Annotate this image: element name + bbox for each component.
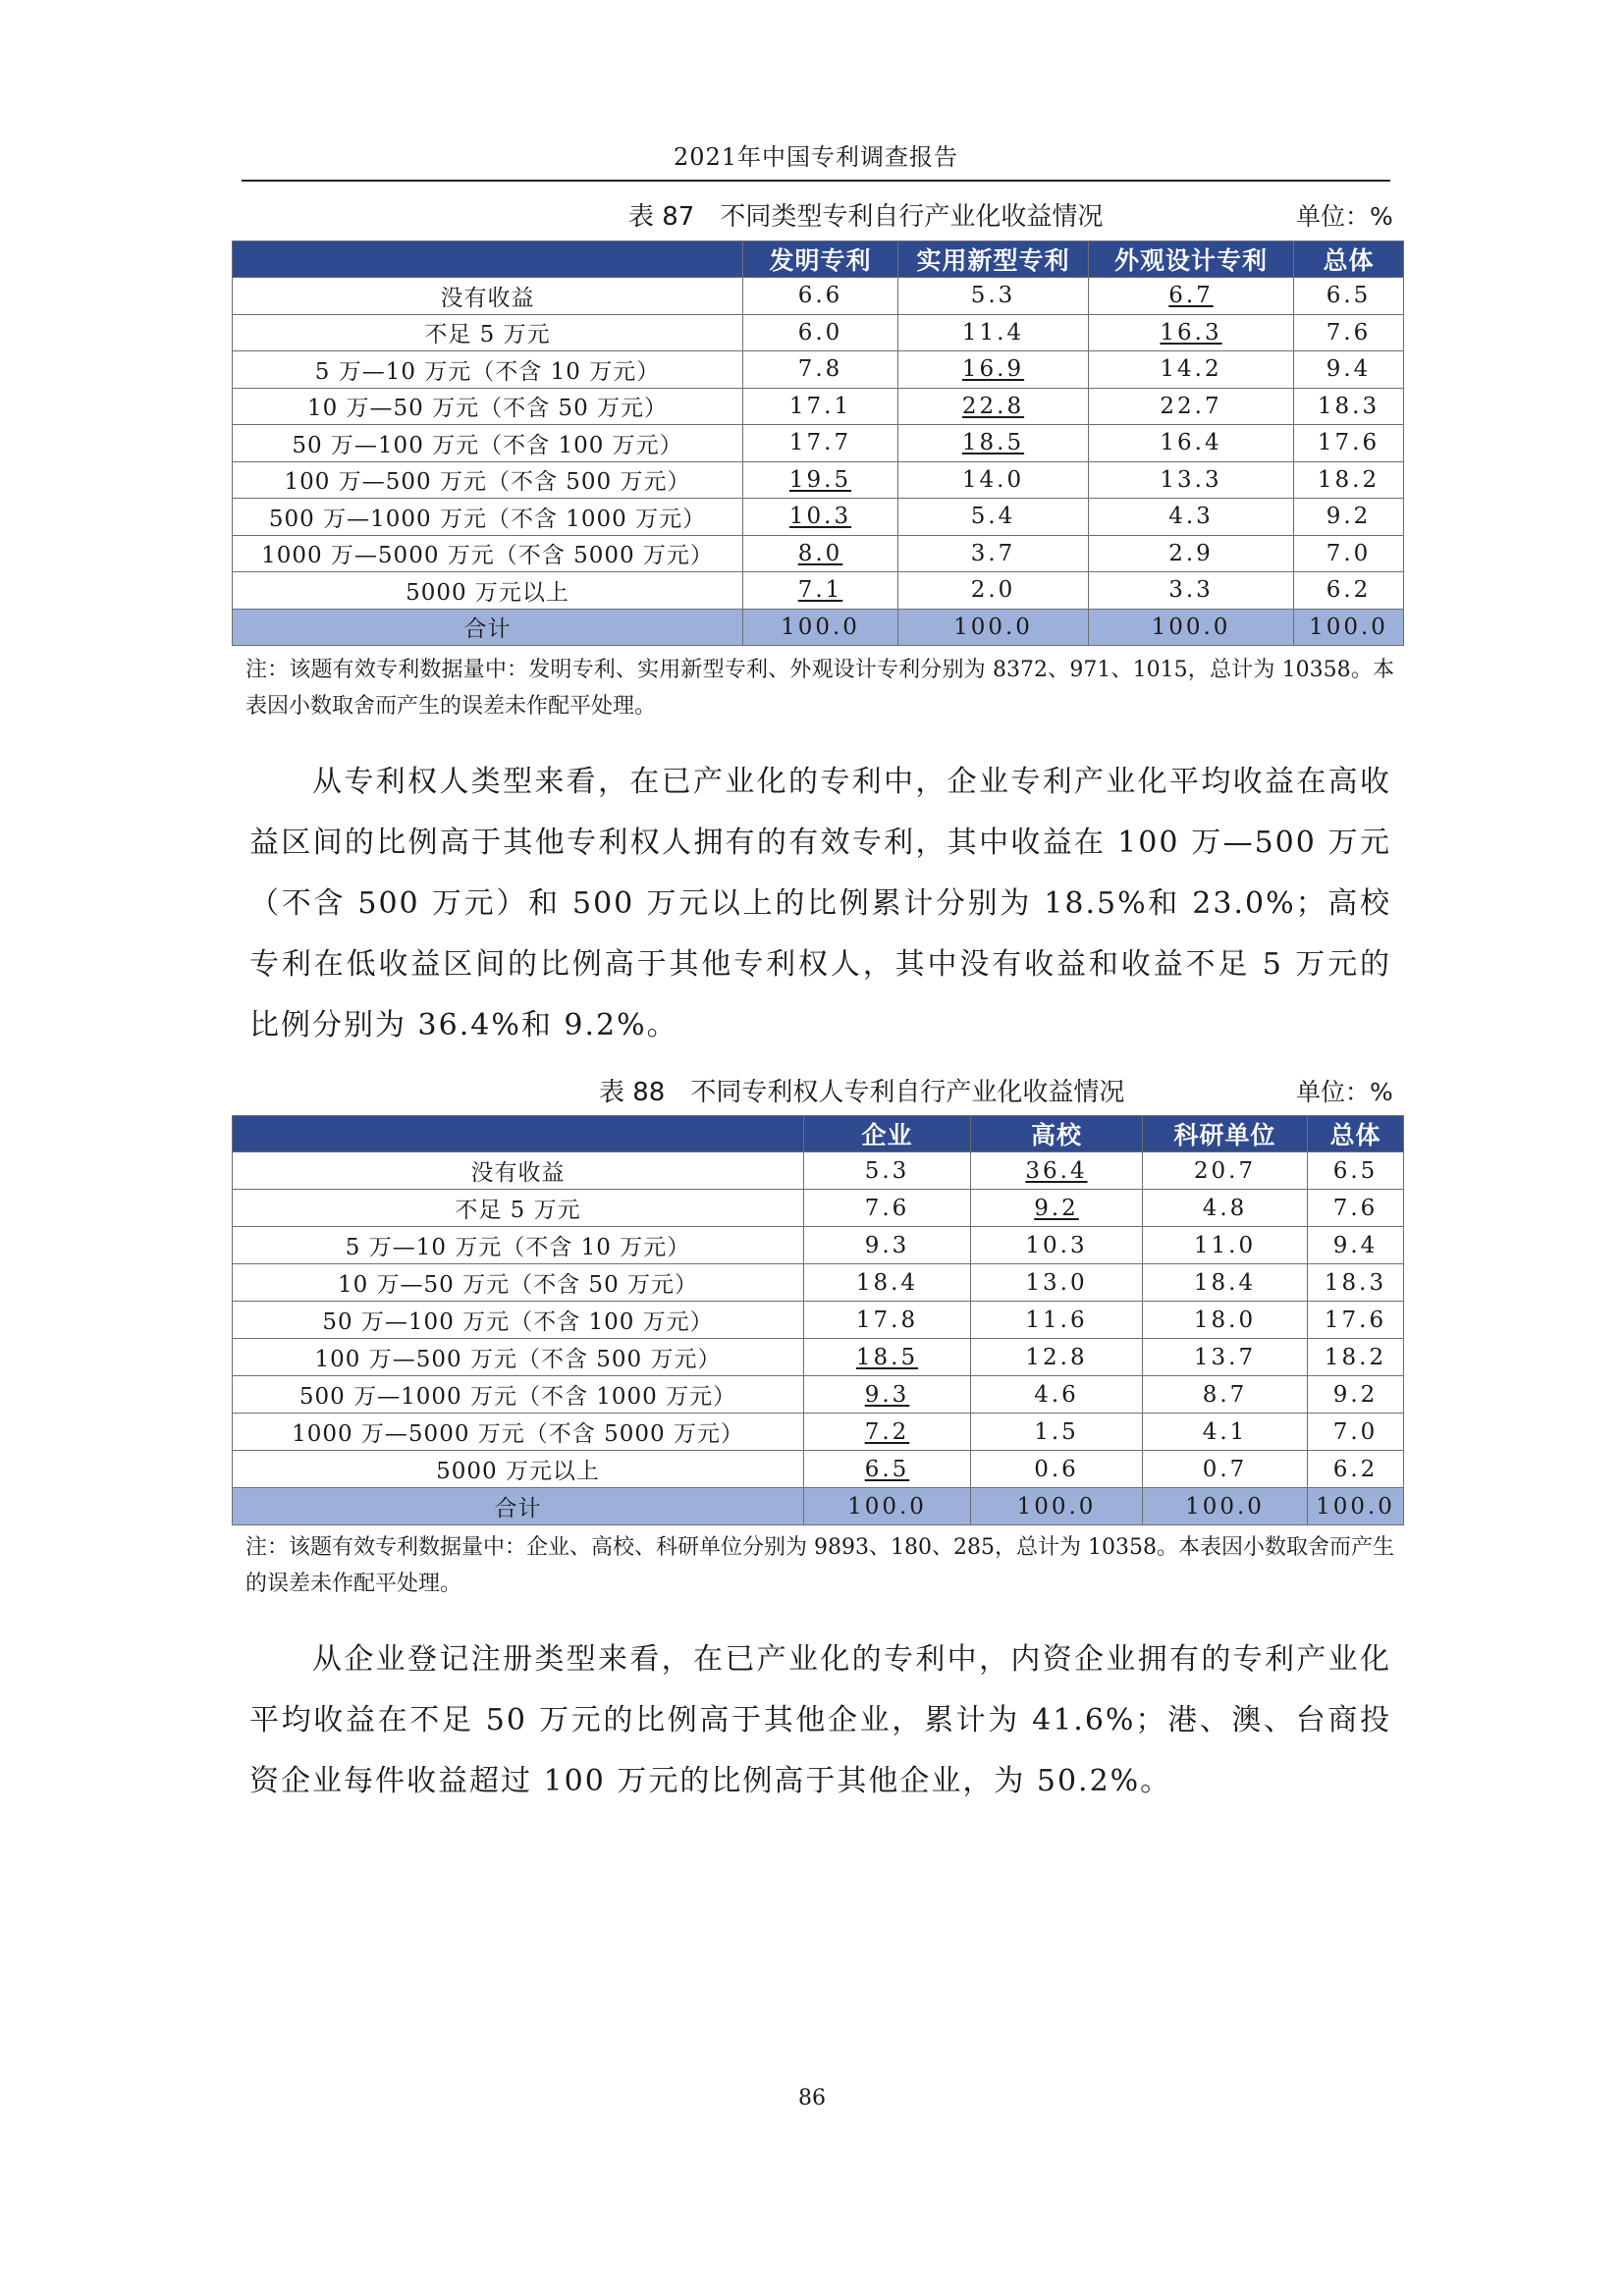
cell-value: 18.0 <box>1143 1302 1308 1339</box>
cell-value: 14.0 <box>898 461 1089 499</box>
table-row <box>233 535 1404 572</box>
cell-value: 6.5 <box>1294 278 1404 315</box>
table-row <box>233 425 1404 462</box>
cell-value: 10.3 <box>971 1227 1143 1264</box>
total-value: 100.0 <box>1308 1488 1404 1525</box>
cell-value: 7.6 <box>804 1190 971 1227</box>
cell-value: 1.5 <box>971 1414 1143 1451</box>
table87-title: 不同类型专利自行产业化收益情况 <box>720 202 1104 232</box>
cell-value: 7.0 <box>1294 535 1404 572</box>
cell-value: 17.6 <box>1308 1302 1404 1339</box>
table-row <box>233 1227 1404 1264</box>
row-label: 10 万—50 万元（不含 50 万元） <box>233 388 743 425</box>
cell-value: 18.2 <box>1308 1339 1404 1376</box>
table-row <box>233 1451 1404 1488</box>
cell-value-highlight: 9.2 <box>971 1190 1143 1227</box>
cell-value: 4.3 <box>1089 499 1294 536</box>
table87-header-row <box>233 241 1404 278</box>
cell-value: 8.7 <box>1143 1376 1308 1414</box>
row-label: 10 万—50 万元（不含 50 万元） <box>233 1264 804 1302</box>
table87-number: 表 87 <box>628 202 695 232</box>
row-label: 100 万—500 万元（不含 500 万元） <box>233 461 743 499</box>
table-row <box>233 499 1404 536</box>
total-value: 100.0 <box>898 609 1089 646</box>
table-row <box>233 1302 1404 1339</box>
cell-value-highlight: 7.1 <box>743 572 898 610</box>
cell-value: 5.3 <box>804 1152 971 1190</box>
table88-total-row <box>233 1488 1404 1525</box>
table88-col-overall: 总体 <box>1308 1116 1404 1152</box>
cell-value-highlight: 36.4 <box>971 1152 1143 1190</box>
table88-header-blank <box>233 1116 804 1152</box>
cell-value: 6.0 <box>743 314 898 351</box>
table88-header-row <box>233 1116 1404 1152</box>
cell-value: 6.2 <box>1294 572 1404 610</box>
cell-value: 3.7 <box>898 535 1089 572</box>
cell-value: 7.0 <box>1308 1414 1404 1451</box>
row-label: 50 万—100 万元（不含 100 万元） <box>233 1302 804 1339</box>
total-value: 100.0 <box>743 609 898 646</box>
cell-value: 5.4 <box>898 499 1089 536</box>
table-row <box>233 572 1404 610</box>
header-rule <box>242 180 1390 182</box>
table-row <box>233 388 1404 425</box>
cell-value: 11.4 <box>898 314 1089 351</box>
table87-note: 注：该题有效专利数据量中：发明专利、实用新型专利、外观设计专利分别为 8372、971、1015，总计为 10358。本表因小数取舍而产生的误差未作配平处理。 <box>245 658 1394 719</box>
cell-value-highlight: 6.5 <box>804 1451 971 1488</box>
table87-unit: 单位：% <box>1296 202 1393 231</box>
total-value: 100.0 <box>804 1488 971 1525</box>
cell-value: 16.4 <box>1089 425 1294 462</box>
paragraph-enterprise-types: 从企业登记注册类型来看，在已产业化的专利中，内资企业拥有的专利产业化平均收益在不足 50 万元的比例高于其他企业，累计为 41.6%；港、澳、台商投资企业每件收益超过 100 万元的比例高于其他企业，为 50.2%。 <box>249 1642 1391 1798</box>
row-label: 500 万—1000 万元（不含 1000 万元） <box>233 499 743 536</box>
cell-value-highlight: 8.0 <box>743 535 898 572</box>
cell-value: 13.7 <box>1143 1339 1308 1376</box>
cell-value: 18.4 <box>1143 1264 1308 1302</box>
table87-total-row <box>233 609 1404 646</box>
row-label: 1000 万—5000 万元（不含 5000 万元） <box>233 535 743 572</box>
table87-col-design: 外观设计专利 <box>1089 241 1294 278</box>
table88-title: 不同专利权人专利自行产业化收益情况 <box>690 1078 1125 1107</box>
page-number: 86 <box>798 2086 826 2110</box>
table-row <box>233 1414 1404 1451</box>
cell-value-highlight: 18.5 <box>804 1339 971 1376</box>
cell-value: 4.8 <box>1143 1190 1308 1227</box>
cell-value: 18.4 <box>804 1264 971 1302</box>
cell-value-highlight: 6.7 <box>1089 278 1294 315</box>
cell-value: 18.3 <box>1294 388 1404 425</box>
table-row <box>233 278 1404 315</box>
table88-note: 注：该题有效专利数据量中：企业、高校、科研单位分别为 9893、180、285，总计为 10358。本表因小数取舍而产生的误差未作配平处理。 <box>245 1535 1394 1596</box>
row-label: 50 万—100 万元（不含 100 万元） <box>233 425 743 462</box>
cell-value: 11.6 <box>971 1302 1143 1339</box>
cell-value: 6.2 <box>1308 1451 1404 1488</box>
row-label: 5000 万元以上 <box>233 1451 804 1488</box>
cell-value: 2.9 <box>1089 535 1294 572</box>
cell-value: 0.7 <box>1143 1451 1308 1488</box>
cell-value: 9.4 <box>1294 351 1404 389</box>
row-label: 不足 5 万元 <box>233 314 743 351</box>
table-row <box>233 461 1404 499</box>
cell-value: 2.0 <box>898 572 1089 610</box>
cell-value: 5.3 <box>898 278 1089 315</box>
table88-caption <box>599 1073 1124 1112</box>
cell-value-highlight: 16.3 <box>1089 314 1294 351</box>
cell-value: 7.6 <box>1308 1190 1404 1227</box>
table87-header-blank <box>233 241 743 278</box>
row-label: 5000 万元以上 <box>233 572 743 610</box>
total-value: 100.0 <box>971 1488 1143 1525</box>
cell-value-highlight: 18.5 <box>898 425 1089 462</box>
total-value: 100.0 <box>1089 609 1294 646</box>
cell-value: 11.0 <box>1143 1227 1308 1264</box>
table87-col-utility: 实用新型专利 <box>898 241 1089 278</box>
table-row <box>233 351 1404 389</box>
cell-value: 0.6 <box>971 1451 1143 1488</box>
table87-caption <box>628 197 1103 237</box>
cell-value-highlight: 16.9 <box>898 351 1089 389</box>
row-label: 5 万—10 万元（不含 10 万元） <box>233 351 743 389</box>
cell-value-highlight: 19.5 <box>743 461 898 499</box>
cell-value: 9.4 <box>1308 1227 1404 1264</box>
cell-value: 9.3 <box>804 1227 971 1264</box>
cell-value: 6.5 <box>1308 1152 1404 1190</box>
cell-value: 18.3 <box>1308 1264 1404 1302</box>
cell-value: 4.1 <box>1143 1414 1308 1451</box>
row-label: 100 万—500 万元（不含 500 万元） <box>233 1339 804 1376</box>
cell-value: 7.8 <box>743 351 898 389</box>
cell-value-highlight: 22.8 <box>898 388 1089 425</box>
cell-value-highlight: 7.2 <box>804 1414 971 1451</box>
table-row <box>233 1190 1404 1227</box>
table-row <box>233 1376 1404 1414</box>
table88-number: 表 88 <box>599 1078 666 1107</box>
cell-value: 13.0 <box>971 1264 1143 1302</box>
row-label: 没有收益 <box>233 1152 804 1190</box>
cell-value: 17.1 <box>743 388 898 425</box>
cell-value: 12.8 <box>971 1339 1143 1376</box>
cell-value: 9.2 <box>1294 499 1404 536</box>
table87-col-invention: 发明专利 <box>743 241 898 278</box>
cell-value-highlight: 10.3 <box>743 499 898 536</box>
running-header: 2021年中国专利调查报告 <box>673 143 959 171</box>
cell-value: 4.6 <box>971 1376 1143 1414</box>
table-row <box>233 314 1404 351</box>
cell-value: 18.2 <box>1294 461 1404 499</box>
cell-value-highlight: 9.3 <box>804 1376 971 1414</box>
row-label: 5 万—10 万元（不含 10 万元） <box>233 1227 804 1264</box>
total-value: 100.0 <box>1143 1488 1308 1525</box>
paragraph-patentee-types: 从专利权人类型来看，在已产业化的专利中，企业专利产业化平均收益在高收益区间的比例高于其他专利权人拥有的有效专利，其中收益在 100 万—500 万元（不含 500 万元）和 500 万元以上的比例累计分别为 18.5%和 23.0%；高校专利在低收益区间的比例高于其他专利权人，其中没有收益和收益不足 5 万元的比例分别为 36.4%和 9.2%。 <box>249 765 1391 1042</box>
cell-value: 22.7 <box>1089 388 1294 425</box>
cell-value: 20.7 <box>1143 1152 1308 1190</box>
cell-value: 17.8 <box>804 1302 971 1339</box>
table-row <box>233 1339 1404 1376</box>
row-label: 不足 5 万元 <box>233 1190 804 1227</box>
table88 <box>232 1115 1404 1525</box>
table-row <box>233 1264 1404 1302</box>
table88-col-university: 高校 <box>971 1116 1143 1152</box>
total-label: 合计 <box>233 609 743 646</box>
row-label: 没有收益 <box>233 278 743 315</box>
cell-value: 3.3 <box>1089 572 1294 610</box>
total-value: 100.0 <box>1294 609 1404 646</box>
total-label: 合计 <box>233 1488 804 1525</box>
cell-value: 9.2 <box>1308 1376 1404 1414</box>
table87 <box>232 240 1404 646</box>
cell-value: 6.6 <box>743 278 898 315</box>
cell-value: 17.7 <box>743 425 898 462</box>
table88-col-enterprise: 企业 <box>804 1116 971 1152</box>
cell-value: 14.2 <box>1089 351 1294 389</box>
table-row <box>233 1152 1404 1190</box>
cell-value: 13.3 <box>1089 461 1294 499</box>
cell-value: 17.6 <box>1294 425 1404 462</box>
table88-col-research: 科研单位 <box>1143 1116 1308 1152</box>
table88-unit: 单位：% <box>1296 1078 1393 1106</box>
table87-col-overall: 总体 <box>1294 241 1404 278</box>
row-label: 1000 万—5000 万元（不含 5000 万元） <box>233 1414 804 1451</box>
cell-value: 7.6 <box>1294 314 1404 351</box>
row-label: 500 万—1000 万元（不含 1000 万元） <box>233 1376 804 1414</box>
